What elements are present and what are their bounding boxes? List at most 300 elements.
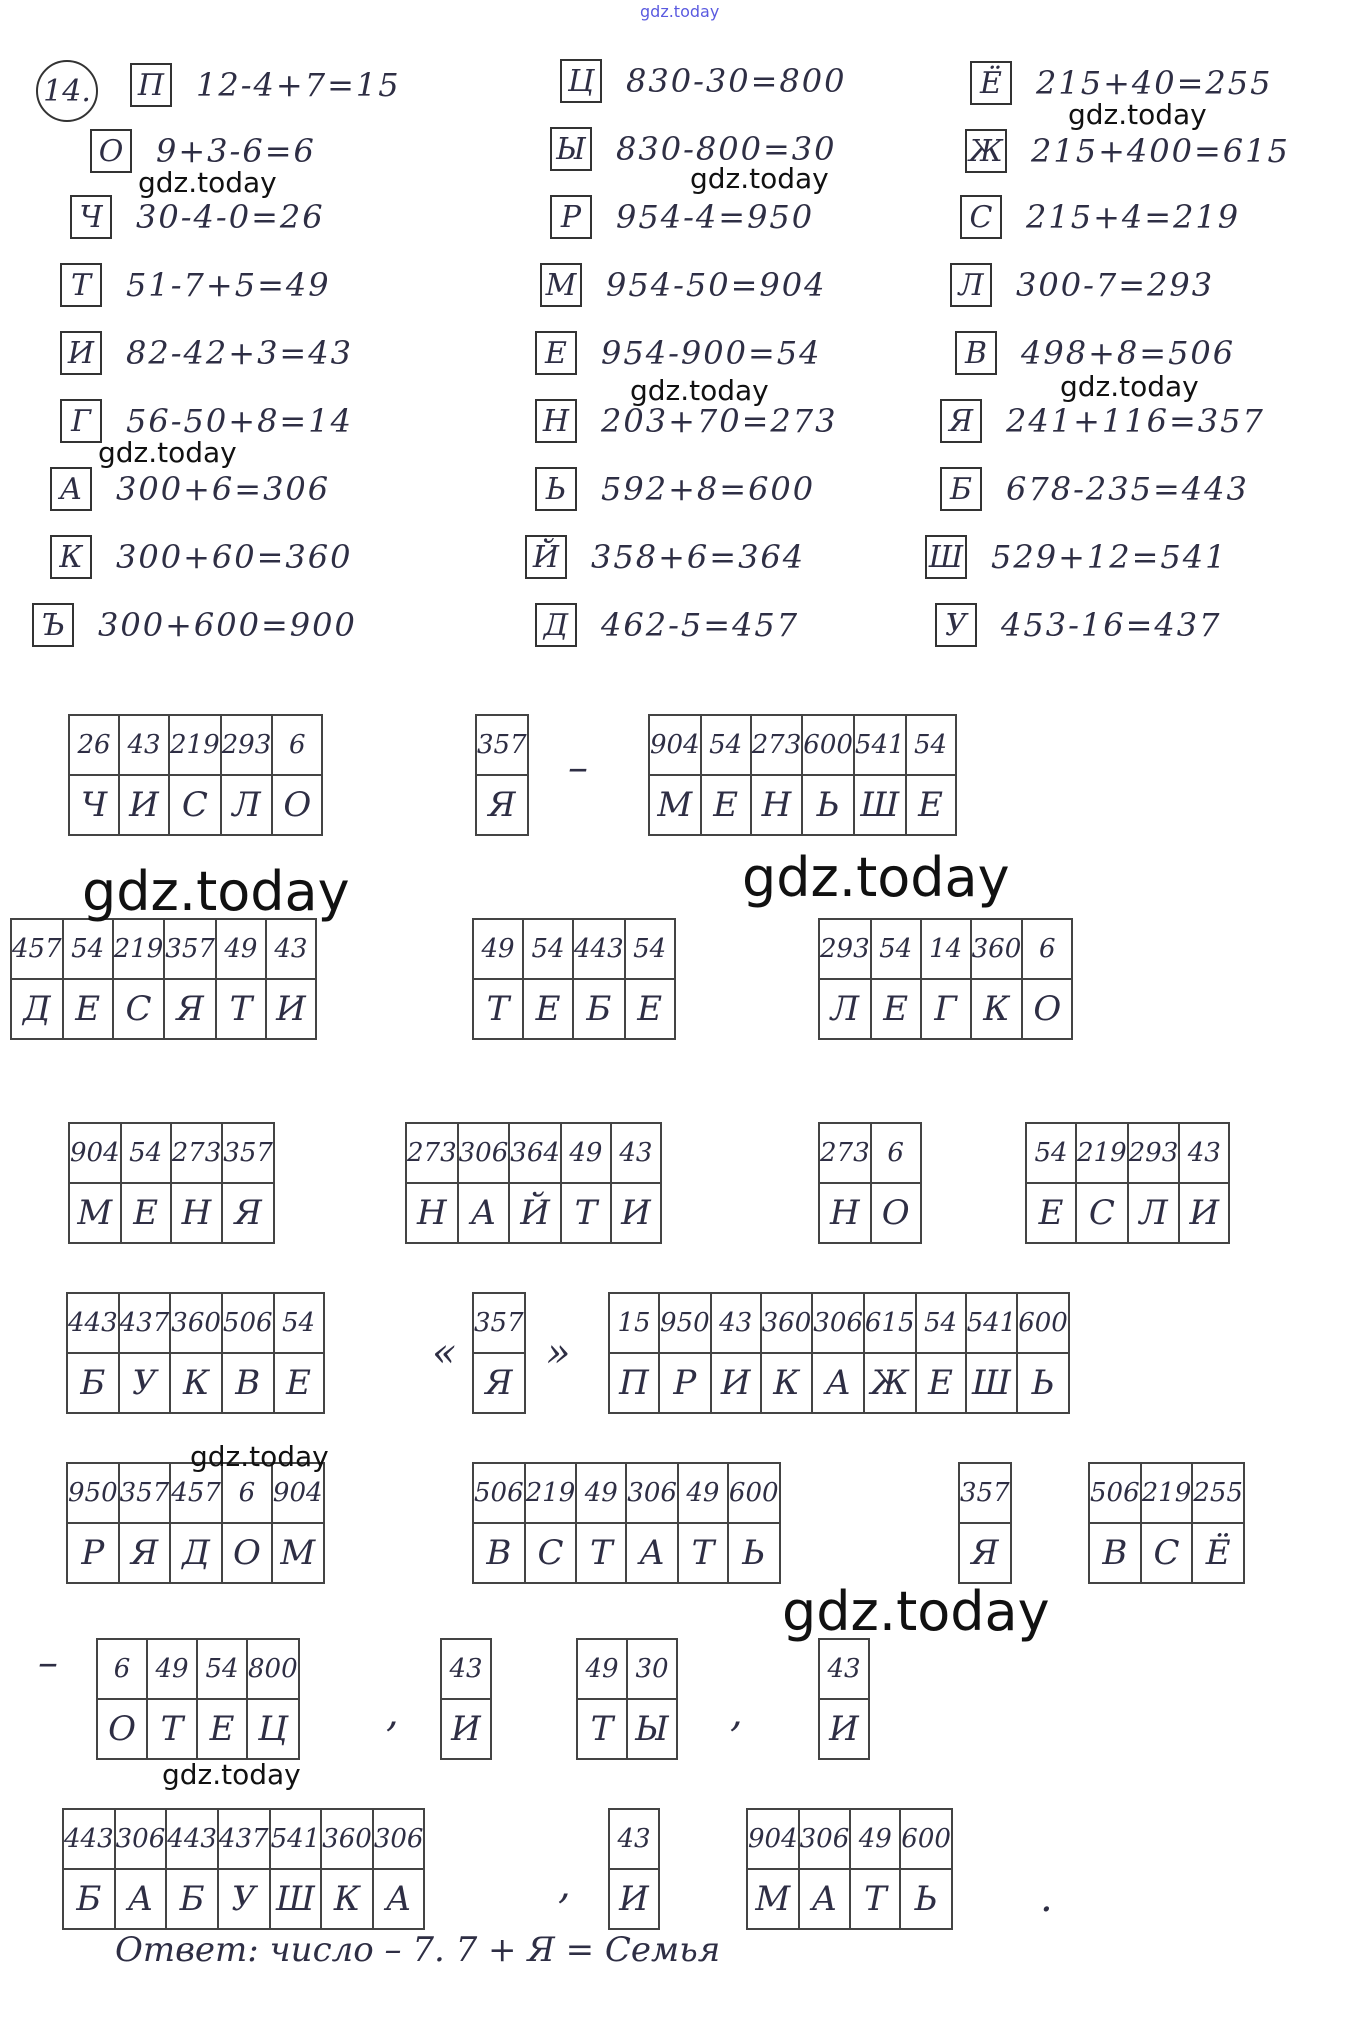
equation-letter: А bbox=[50, 467, 92, 511]
equation-letter: Н bbox=[535, 399, 577, 443]
table-letter-row bbox=[1089, 1523, 1244, 1583]
table-number-cell: 54 bbox=[701, 715, 751, 775]
table-letter-cell: А bbox=[626, 1523, 678, 1583]
table-number-cell: 219 bbox=[169, 715, 221, 775]
table-letter-row bbox=[97, 1699, 299, 1759]
equation-text: 830-800=30 bbox=[616, 130, 837, 168]
table-number-row bbox=[11, 919, 316, 979]
table-number-cell: 43 bbox=[119, 715, 169, 775]
table-letter-cell: Т bbox=[850, 1869, 900, 1929]
table-number-cell: 54 bbox=[871, 919, 921, 979]
equation-row bbox=[965, 124, 1290, 178]
table-number-cell: 904 bbox=[649, 715, 701, 775]
table-letter-cell: Т bbox=[577, 1699, 627, 1759]
table-letter-cell: С bbox=[113, 979, 165, 1039]
table-number-cell: 506 bbox=[1089, 1463, 1141, 1523]
code-table bbox=[958, 1462, 1012, 1584]
table-number-row bbox=[67, 1293, 324, 1353]
table-number-cell: 43 bbox=[611, 1123, 661, 1183]
dash-symbol: – bbox=[568, 745, 588, 791]
equation-text: 592+8=600 bbox=[601, 470, 816, 508]
table-letter-cell: И bbox=[611, 1183, 661, 1243]
table-number-row bbox=[959, 1463, 1011, 1523]
table-letter-cell: О bbox=[871, 1183, 921, 1243]
table-letter-row bbox=[441, 1699, 491, 1759]
table-letter-cell: Б bbox=[573, 979, 625, 1039]
table-letter-row bbox=[819, 979, 1072, 1039]
table-number-cell: 600 bbox=[900, 1809, 952, 1869]
equation-letter: П bbox=[130, 63, 172, 107]
table-letter-cell: Е bbox=[871, 979, 921, 1039]
table-number-cell: 457 bbox=[170, 1463, 222, 1523]
equation-letter: И bbox=[60, 331, 102, 375]
table-number-row bbox=[819, 1123, 921, 1183]
code-table bbox=[608, 1808, 660, 1930]
equation-letter: Ц bbox=[560, 59, 602, 103]
table-number-cell: 49 bbox=[147, 1639, 197, 1699]
table-letter-cell: И bbox=[441, 1699, 491, 1759]
table-number-cell: 54 bbox=[523, 919, 573, 979]
table-letter-cell: И bbox=[609, 1869, 659, 1929]
table-letter-cell: Е bbox=[1026, 1183, 1076, 1243]
table-letter-row bbox=[609, 1869, 659, 1929]
table-number-cell: 219 bbox=[113, 919, 165, 979]
equation-row bbox=[32, 598, 357, 652]
equation-text: 241+116=357 bbox=[1006, 402, 1265, 440]
table-number-cell: 443 bbox=[166, 1809, 218, 1869]
code-table bbox=[472, 918, 676, 1040]
equation-row bbox=[60, 258, 331, 312]
equation-text: 215+400=615 bbox=[1031, 132, 1290, 170]
table-letter-cell: Ё bbox=[1192, 1523, 1244, 1583]
table-number-cell: 43 bbox=[441, 1639, 491, 1699]
table-letter-row bbox=[473, 1353, 525, 1413]
table-number-row bbox=[819, 919, 1072, 979]
table-number-cell: 364 bbox=[509, 1123, 561, 1183]
table-number-cell: 541 bbox=[270, 1809, 322, 1869]
period-symbol: . bbox=[1040, 1875, 1053, 1921]
table-letter-cell: Е bbox=[523, 979, 573, 1039]
table-letter-cell: В bbox=[1089, 1523, 1141, 1583]
table-number-cell: 800 bbox=[247, 1639, 299, 1699]
table-number-row bbox=[406, 1123, 661, 1183]
equation-text: 300-7=293 bbox=[1016, 266, 1215, 304]
table-number-cell: 273 bbox=[406, 1123, 458, 1183]
table-letter-row bbox=[577, 1699, 677, 1759]
table-letter-row bbox=[747, 1869, 952, 1929]
table-number-cell: 49 bbox=[576, 1463, 626, 1523]
table-letter-cell: А bbox=[812, 1353, 864, 1413]
table-letter-cell: А bbox=[373, 1869, 425, 1929]
table-number-cell: 357 bbox=[164, 919, 216, 979]
equation-letter: Т bbox=[60, 263, 102, 307]
table-letter-row bbox=[67, 1353, 324, 1413]
table-letter-cell: Я bbox=[476, 775, 528, 835]
table-letter-row bbox=[69, 1183, 274, 1243]
code-table bbox=[10, 918, 317, 1040]
table-letter-cell: Р bbox=[659, 1353, 711, 1413]
table-number-cell: 437 bbox=[218, 1809, 270, 1869]
equation-row bbox=[935, 598, 1222, 652]
code-table bbox=[68, 1122, 275, 1244]
watermark-top: gdz.today bbox=[640, 2, 720, 21]
table-letter-row bbox=[69, 775, 322, 835]
table-number-cell: 6 bbox=[1022, 919, 1072, 979]
table-letter-cell: Л bbox=[221, 775, 273, 835]
code-table bbox=[66, 1462, 325, 1584]
table-number-cell: 14 bbox=[921, 919, 971, 979]
table-letter-row bbox=[473, 979, 675, 1039]
table-letter-cell: Д bbox=[170, 1523, 222, 1583]
table-number-row bbox=[473, 1293, 525, 1353]
table-letter-cell: О bbox=[97, 1699, 147, 1759]
watermark: gdz.today bbox=[742, 846, 1010, 909]
table-number-cell: 306 bbox=[812, 1293, 864, 1353]
table-number-cell: 360 bbox=[321, 1809, 373, 1869]
table-number-cell: 904 bbox=[747, 1809, 799, 1869]
table-number-cell: 49 bbox=[473, 919, 523, 979]
table-letter-cell: Я bbox=[119, 1523, 171, 1583]
table-letter-cell: И bbox=[711, 1353, 761, 1413]
table-number-cell: 54 bbox=[1026, 1123, 1076, 1183]
table-letter-row bbox=[959, 1523, 1011, 1583]
table-number-cell: 6 bbox=[97, 1639, 147, 1699]
table-letter-cell: Е bbox=[197, 1699, 247, 1759]
table-number-cell: 306 bbox=[115, 1809, 167, 1869]
equation-text: 82-42+3=43 bbox=[126, 334, 353, 372]
table-letter-cell: Н bbox=[751, 775, 803, 835]
table-number-cell: 357 bbox=[476, 715, 528, 775]
table-letter-cell: И bbox=[1179, 1183, 1229, 1243]
table-letter-row bbox=[63, 1869, 424, 1929]
table-letter-cell: Д bbox=[11, 979, 63, 1039]
table-letter-row bbox=[819, 1183, 921, 1243]
table-letter-cell: Я bbox=[473, 1353, 525, 1413]
comma-symbol: , bbox=[386, 1690, 399, 1736]
table-number-cell: 293 bbox=[221, 715, 273, 775]
equation-row bbox=[50, 530, 353, 584]
table-number-row bbox=[747, 1809, 952, 1869]
table-number-row bbox=[1089, 1463, 1244, 1523]
code-table bbox=[608, 1292, 1070, 1414]
table-letter-cell: В bbox=[222, 1353, 274, 1413]
table-number-cell: 49 bbox=[577, 1639, 627, 1699]
watermark: gdz.today bbox=[190, 1440, 329, 1473]
table-number-cell: 541 bbox=[854, 715, 906, 775]
table-number-cell: 443 bbox=[67, 1293, 119, 1353]
table-letter-cell: Ц bbox=[247, 1699, 299, 1759]
table-letter-cell: Ы bbox=[627, 1699, 677, 1759]
table-number-cell: 30 bbox=[627, 1639, 677, 1699]
table-number-cell: 43 bbox=[711, 1293, 761, 1353]
watermark: gdz.today bbox=[98, 436, 237, 469]
equation-text: 56-50+8=14 bbox=[126, 402, 353, 440]
table-number-row bbox=[473, 1463, 780, 1523]
table-letter-cell: Р bbox=[67, 1523, 119, 1583]
table-letter-cell: Я bbox=[222, 1183, 274, 1243]
table-letter-cell: К bbox=[170, 1353, 222, 1413]
table-letter-cell: Ш bbox=[270, 1869, 322, 1929]
table-letter-cell: М bbox=[69, 1183, 121, 1243]
table-letter-cell: Ж bbox=[864, 1353, 916, 1413]
table-number-cell: 26 bbox=[69, 715, 119, 775]
task-number: 14. bbox=[36, 60, 98, 122]
table-number-cell: 6 bbox=[222, 1463, 272, 1523]
table-number-cell: 6 bbox=[272, 715, 322, 775]
code-table bbox=[818, 1122, 922, 1244]
table-number-cell: 600 bbox=[728, 1463, 780, 1523]
equation-text: 300+6=306 bbox=[116, 470, 331, 508]
code-table bbox=[475, 714, 529, 836]
table-letter-cell: Б bbox=[63, 1869, 115, 1929]
equation-text: 498+8=506 bbox=[1021, 334, 1236, 372]
equation-letter: Й bbox=[525, 535, 567, 579]
equation-letter: Я bbox=[940, 399, 982, 443]
table-number-row bbox=[97, 1639, 299, 1699]
table-number-cell: 357 bbox=[473, 1293, 525, 1353]
table-number-cell: 255 bbox=[1192, 1463, 1244, 1523]
equation-letter: Д bbox=[535, 603, 577, 647]
equation-letter: Г bbox=[60, 399, 102, 443]
table-letter-cell: О bbox=[1022, 979, 1072, 1039]
table-letter-cell: Е bbox=[906, 775, 956, 835]
table-letter-cell: Е bbox=[63, 979, 113, 1039]
table-letter-cell: М bbox=[649, 775, 701, 835]
equation-row bbox=[560, 54, 847, 108]
equation-text: 954-50=904 bbox=[606, 266, 827, 304]
table-letter-cell: Я bbox=[164, 979, 216, 1039]
equation-letter: Е bbox=[535, 331, 577, 375]
table-number-cell: 950 bbox=[67, 1463, 119, 1523]
table-letter-cell: Е bbox=[274, 1353, 324, 1413]
table-number-row bbox=[577, 1639, 677, 1699]
code-table bbox=[818, 918, 1073, 1040]
table-number-cell: 43 bbox=[609, 1809, 659, 1869]
table-letter-cell: С bbox=[1076, 1183, 1128, 1243]
table-number-cell: 443 bbox=[63, 1809, 115, 1869]
table-letter-cell: В bbox=[473, 1523, 525, 1583]
table-letter-cell: Ь bbox=[1017, 1353, 1069, 1413]
table-number-cell: 357 bbox=[959, 1463, 1011, 1523]
table-letter-cell: Н bbox=[171, 1183, 223, 1243]
watermark: gdz.today bbox=[782, 1580, 1050, 1643]
table-number-cell: 54 bbox=[916, 1293, 966, 1353]
equation-row bbox=[525, 530, 805, 584]
table-letter-cell: Б bbox=[67, 1353, 119, 1413]
table-letter-cell: Е bbox=[625, 979, 675, 1039]
table-letter-cell: С bbox=[525, 1523, 577, 1583]
table-letter-cell: И bbox=[119, 775, 169, 835]
table-number-cell: 357 bbox=[222, 1123, 274, 1183]
table-number-cell: 15 bbox=[609, 1293, 659, 1353]
equation-text: 30-4-0=26 bbox=[136, 198, 325, 236]
code-table bbox=[1025, 1122, 1230, 1244]
table-letter-cell: Ь bbox=[728, 1523, 780, 1583]
equation-letter: К bbox=[50, 535, 92, 579]
table-number-cell: 600 bbox=[802, 715, 854, 775]
table-number-cell: 49 bbox=[216, 919, 266, 979]
table-number-row bbox=[441, 1639, 491, 1699]
table-number-row bbox=[609, 1293, 1069, 1353]
table-letter-cell: Й bbox=[509, 1183, 561, 1243]
equation-row bbox=[950, 258, 1214, 312]
close-quote-symbol: » bbox=[546, 1330, 571, 1376]
equation-text: 203+70=273 bbox=[601, 402, 838, 440]
table-number-cell: 6 bbox=[871, 1123, 921, 1183]
table-number-cell: 360 bbox=[170, 1293, 222, 1353]
equation-text: 529+12=541 bbox=[991, 538, 1228, 576]
table-letter-cell: П bbox=[609, 1353, 659, 1413]
table-letter-row bbox=[609, 1353, 1069, 1413]
table-number-cell: 43 bbox=[1179, 1123, 1229, 1183]
table-letter-cell: Л bbox=[1128, 1183, 1180, 1243]
code-table bbox=[96, 1638, 300, 1760]
table-number-cell: 54 bbox=[906, 715, 956, 775]
table-number-row bbox=[819, 1639, 869, 1699]
table-number-row bbox=[649, 715, 956, 775]
table-number-cell: 54 bbox=[63, 919, 113, 979]
equation-text: 453-16=437 bbox=[1001, 606, 1222, 644]
table-letter-row bbox=[649, 775, 956, 835]
table-number-cell: 306 bbox=[373, 1809, 425, 1869]
table-letter-row bbox=[406, 1183, 661, 1243]
table-number-cell: 360 bbox=[761, 1293, 813, 1353]
equation-row bbox=[535, 598, 799, 652]
equation-text: 954-4=950 bbox=[616, 198, 815, 236]
equation-text: 9+3-6=6 bbox=[156, 132, 316, 170]
table-number-cell: 600 bbox=[1017, 1293, 1069, 1353]
equation-row bbox=[50, 462, 330, 516]
equation-row bbox=[940, 462, 1249, 516]
equation-letter: Р bbox=[550, 195, 592, 239]
table-number-cell: 54 bbox=[121, 1123, 171, 1183]
equation-text: 830-30=800 bbox=[626, 62, 847, 100]
table-letter-cell: А bbox=[458, 1183, 510, 1243]
table-number-cell: 43 bbox=[266, 919, 316, 979]
equation-row bbox=[925, 530, 1228, 584]
table-number-cell: 506 bbox=[222, 1293, 274, 1353]
equation-letter: В bbox=[955, 331, 997, 375]
table-number-cell: 506 bbox=[473, 1463, 525, 1523]
table-letter-cell: Т bbox=[678, 1523, 728, 1583]
table-number-cell: 293 bbox=[819, 919, 871, 979]
code-table bbox=[68, 714, 323, 836]
table-number-cell: 357 bbox=[119, 1463, 171, 1523]
watermark: gdz.today bbox=[1068, 98, 1207, 131]
equation-letter: Ж bbox=[965, 129, 1007, 173]
watermark: gdz.today bbox=[690, 162, 829, 195]
table-number-cell: 306 bbox=[626, 1463, 678, 1523]
table-letter-row bbox=[476, 775, 528, 835]
table-number-cell: 950 bbox=[659, 1293, 711, 1353]
equation-text: 678-235=443 bbox=[1006, 470, 1249, 508]
table-number-cell: 306 bbox=[799, 1809, 851, 1869]
table-letter-cell: К bbox=[761, 1353, 813, 1413]
table-letter-row bbox=[1026, 1183, 1229, 1243]
equation-text: 51-7+5=49 bbox=[126, 266, 331, 304]
table-letter-cell: Г bbox=[921, 979, 971, 1039]
equation-text: 300+60=360 bbox=[116, 538, 353, 576]
equation-text: 12-4+7=15 bbox=[196, 66, 401, 104]
table-number-cell: 904 bbox=[272, 1463, 324, 1523]
table-letter-cell: Н bbox=[406, 1183, 458, 1243]
table-letter-cell: Е bbox=[121, 1183, 171, 1243]
table-letter-cell: Л bbox=[819, 979, 871, 1039]
equation-letter: Ш bbox=[925, 535, 967, 579]
table-letter-cell: У bbox=[218, 1869, 270, 1929]
watermark: gdz.today bbox=[82, 860, 350, 923]
table-letter-cell: К bbox=[971, 979, 1023, 1039]
table-number-row bbox=[69, 715, 322, 775]
equation-letter: Л bbox=[950, 263, 992, 307]
equation-row bbox=[130, 58, 401, 112]
table-number-cell: 273 bbox=[751, 715, 803, 775]
equation-text: 215+4=219 bbox=[1026, 198, 1241, 236]
table-number-cell: 219 bbox=[1141, 1463, 1193, 1523]
code-table bbox=[648, 714, 957, 836]
equation-row bbox=[535, 462, 815, 516]
table-number-cell: 43 bbox=[819, 1639, 869, 1699]
comma-symbol: , bbox=[558, 1862, 571, 1908]
table-letter-cell: Т bbox=[147, 1699, 197, 1759]
equation-row bbox=[960, 190, 1240, 244]
equation-letter: Б bbox=[940, 467, 982, 511]
equation-row bbox=[550, 190, 814, 244]
dash-symbol: – bbox=[38, 1640, 58, 1686]
table-letter-cell: Т bbox=[576, 1523, 626, 1583]
table-letter-cell: И bbox=[266, 979, 316, 1039]
equation-row bbox=[540, 258, 827, 312]
table-letter-cell: Т bbox=[473, 979, 523, 1039]
table-number-row bbox=[63, 1809, 424, 1869]
table-number-row bbox=[609, 1809, 659, 1869]
equation-letter: Ё bbox=[970, 61, 1012, 105]
table-letter-row bbox=[67, 1523, 324, 1583]
table-letter-row bbox=[11, 979, 316, 1039]
answer-line: Ответ: число – 7. 7 + Я = Семья bbox=[115, 1930, 721, 1970]
table-number-cell: 457 bbox=[11, 919, 63, 979]
table-letter-cell: М bbox=[272, 1523, 324, 1583]
code-table bbox=[818, 1638, 870, 1760]
open-quote-symbol: « bbox=[432, 1330, 457, 1376]
table-number-cell: 49 bbox=[850, 1809, 900, 1869]
table-number-cell: 615 bbox=[864, 1293, 916, 1353]
table-letter-cell: С bbox=[169, 775, 221, 835]
equation-letter: У bbox=[935, 603, 977, 647]
table-number-cell: 54 bbox=[197, 1639, 247, 1699]
table-letter-cell: Ч bbox=[69, 775, 119, 835]
code-table bbox=[472, 1462, 781, 1584]
table-number-cell: 54 bbox=[625, 919, 675, 979]
table-number-cell: 49 bbox=[561, 1123, 611, 1183]
table-letter-cell: Я bbox=[959, 1523, 1011, 1583]
table-letter-cell: О bbox=[222, 1523, 272, 1583]
code-table bbox=[1088, 1462, 1245, 1584]
table-number-cell: 437 bbox=[119, 1293, 171, 1353]
table-letter-cell: Ш bbox=[966, 1353, 1018, 1413]
table-number-cell: 54 bbox=[274, 1293, 324, 1353]
table-letter-cell: С bbox=[1141, 1523, 1193, 1583]
equation-text: 358+6=364 bbox=[591, 538, 806, 576]
table-number-cell: 443 bbox=[573, 919, 625, 979]
table-number-cell: 219 bbox=[525, 1463, 577, 1523]
equation-letter: Ъ bbox=[32, 603, 74, 647]
table-number-cell: 541 bbox=[966, 1293, 1018, 1353]
table-letter-cell: Ь bbox=[900, 1869, 952, 1929]
code-table bbox=[440, 1638, 492, 1760]
code-table bbox=[66, 1292, 325, 1414]
table-letter-cell: Б bbox=[166, 1869, 218, 1929]
